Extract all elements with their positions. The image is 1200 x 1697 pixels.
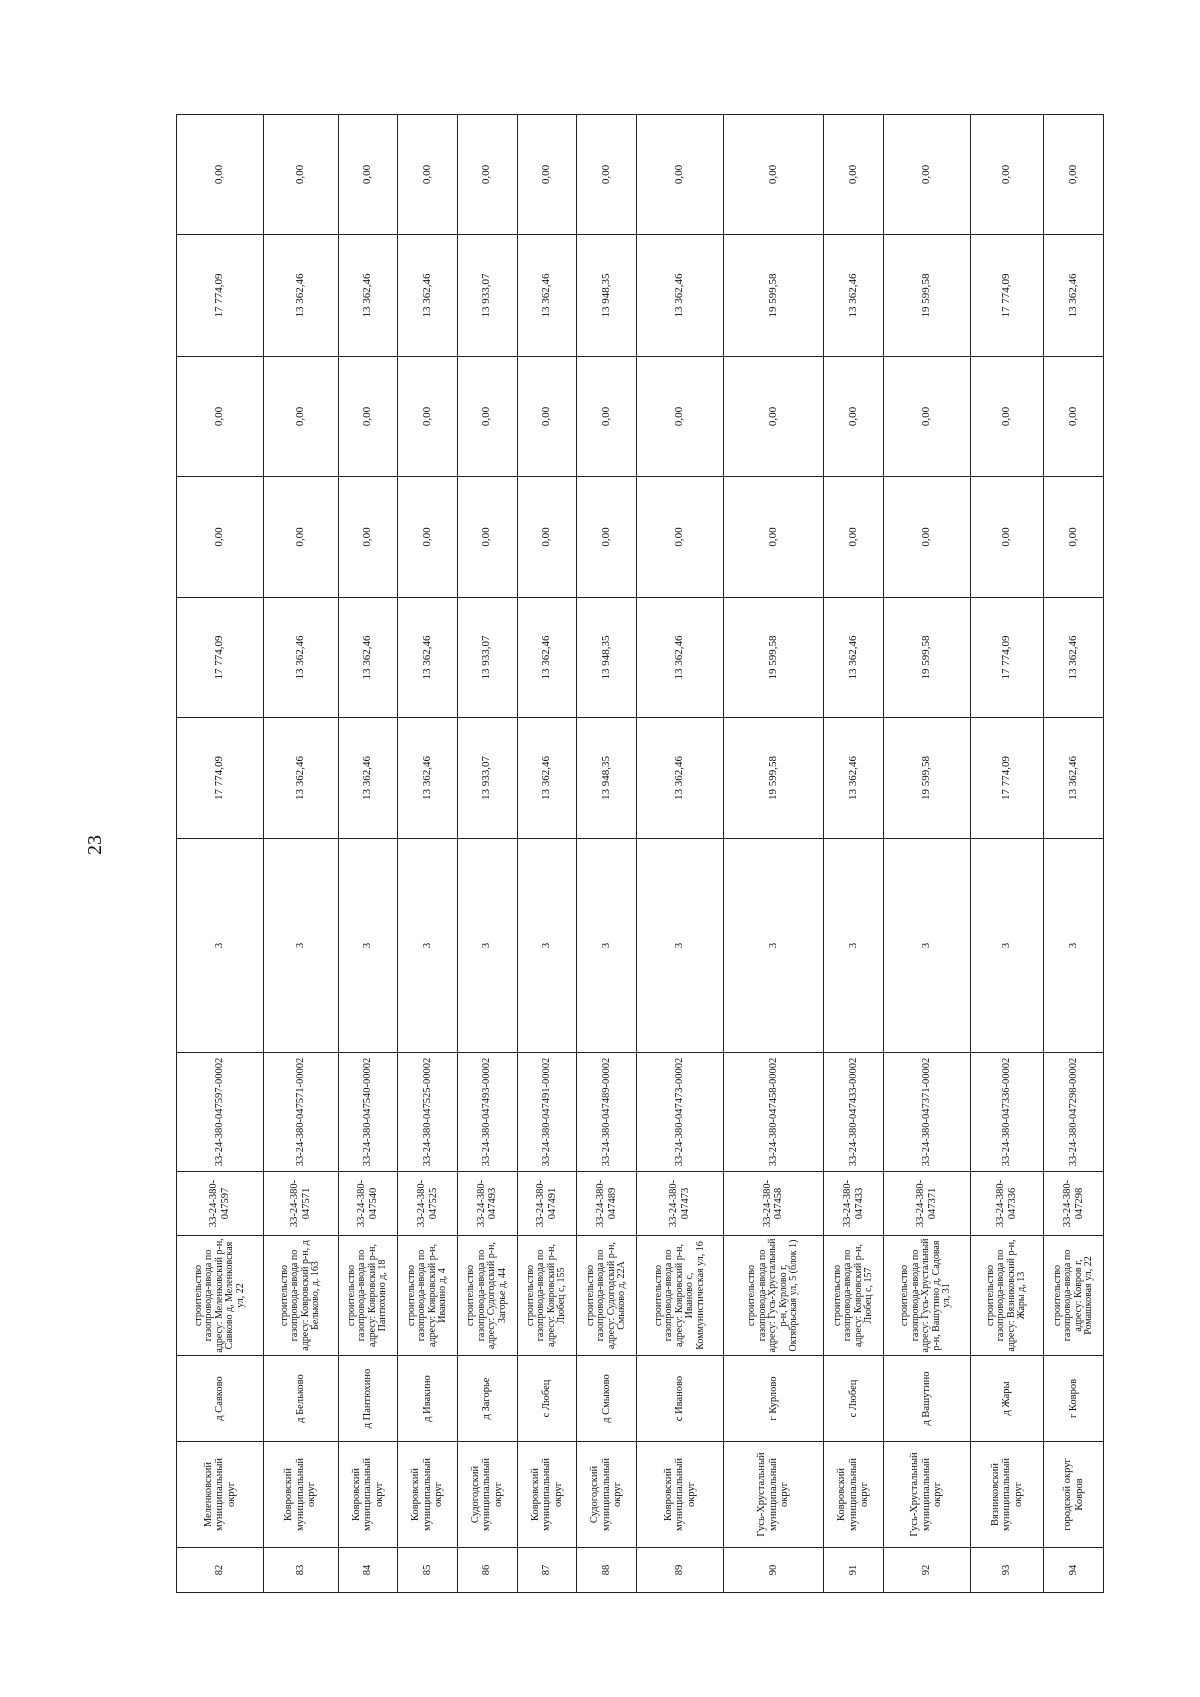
table-row <box>970 115 1044 1593</box>
locality-cell: г Ковров <box>1044 1356 1104 1442</box>
amount-cell: 13 362,46 <box>263 598 338 718</box>
row-number: 93 <box>970 1548 1044 1593</box>
amount-total-cell: 17 774,09 <box>177 718 264 839</box>
object-code-cell: 33-24-380-047433 <box>824 1172 884 1236</box>
amount-zero-cell-2: 0,00 <box>1044 357 1104 477</box>
district-cell: городской округ Ковров <box>1044 1442 1104 1548</box>
category-cell: 3 <box>577 839 637 1053</box>
amount-final-cell: 13 362,46 <box>263 235 338 357</box>
row-number: 91 <box>824 1548 884 1593</box>
amount-zero-cell: 0,00 <box>1044 477 1104 598</box>
object-code-cell: 33-24-380-047540 <box>338 1172 398 1236</box>
amount-final-cell: 13 362,46 <box>398 235 458 357</box>
amount-final-cell: 13 362,46 <box>636 235 723 357</box>
amount-remainder-cell: 0,00 <box>577 115 637 235</box>
register-table <box>176 114 1104 1593</box>
application-code-cell: 33-24-380-047489-00002 <box>577 1053 637 1172</box>
district-cell: Судогодский муниципальный округ <box>457 1442 517 1548</box>
category-cell: 3 <box>517 839 577 1053</box>
locality-cell: д Савково <box>177 1356 264 1442</box>
amount-final-cell: 13 362,46 <box>338 235 398 357</box>
table-row <box>723 115 824 1593</box>
object-code-cell: 33-24-380-047571 <box>263 1172 338 1236</box>
amount-remainder-cell: 0,00 <box>970 115 1044 235</box>
amount-total-cell: 13 362,46 <box>398 718 458 839</box>
amount-total-cell: 13 948,35 <box>577 718 637 839</box>
locality-cell: с Любец <box>517 1356 577 1442</box>
address-cell: строительство газопровода-ввода по адресу: Ковровский р-н, Ивакино д, 4 <box>398 1236 458 1356</box>
table-row <box>177 115 264 1593</box>
address-cell: строительство газопровода-ввода по адресу: Меленковский р-н, Савково д, Меленковская ул, 22 <box>177 1236 264 1356</box>
amount-zero-cell-2: 0,00 <box>457 357 517 477</box>
amount-zero-cell: 0,00 <box>577 477 637 598</box>
amount-cell: 13 362,46 <box>636 598 723 718</box>
district-cell: Меленковский муниципальный округ <box>177 1442 264 1548</box>
register-table-body <box>177 115 1104 1593</box>
amount-zero-cell-2: 0,00 <box>824 357 884 477</box>
table-row <box>263 115 338 1593</box>
amount-cell: 13 362,46 <box>338 598 398 718</box>
amount-remainder-cell: 0,00 <box>723 115 824 235</box>
page-number: 23 <box>84 835 106 855</box>
row-number: 83 <box>263 1548 338 1593</box>
amount-remainder-cell: 0,00 <box>883 115 970 235</box>
table-row <box>1044 115 1104 1593</box>
category-cell: 3 <box>723 839 824 1053</box>
amount-zero-cell-2: 0,00 <box>398 357 458 477</box>
amount-zero-cell: 0,00 <box>824 477 884 598</box>
object-code-cell: 33-24-380-047525 <box>398 1172 458 1236</box>
row-number: 92 <box>883 1548 970 1593</box>
address-cell: строительство газопровода-ввода по адресу: Гусь-Хрустальный р-н, Вашутино д, Садовая ул, 31 <box>883 1236 970 1356</box>
district-cell: Ковровский муниципальный округ <box>517 1442 577 1548</box>
object-code-cell: 33-24-380-047597 <box>177 1172 264 1236</box>
amount-final-cell: 19 599,58 <box>723 235 824 357</box>
amount-remainder-cell: 0,00 <box>1044 115 1104 235</box>
address-cell: строительство газопровода-ввода по адресу: Гусь-Хрустальный р-н, Курлово г, Октябрьская ул, 5 (блок 1) <box>723 1236 824 1356</box>
category-cell: 3 <box>398 839 458 1053</box>
locality-cell: д Вашутино <box>883 1356 970 1442</box>
amount-zero-cell-2: 0,00 <box>177 357 264 477</box>
amount-remainder-cell: 0,00 <box>177 115 264 235</box>
object-code-cell: 33-24-380-047458 <box>723 1172 824 1236</box>
district-cell: Гусь-Хрустальный муниципальный округ <box>883 1442 970 1548</box>
row-number: 85 <box>398 1548 458 1593</box>
amount-zero-cell: 0,00 <box>398 477 458 598</box>
amount-remainder-cell: 0,00 <box>398 115 458 235</box>
row-number: 84 <box>338 1548 398 1593</box>
amount-total-cell: 13 362,46 <box>636 718 723 839</box>
amount-final-cell: 13 948,35 <box>577 235 637 357</box>
application-code-cell: 33-24-380-047597-00002 <box>177 1053 264 1172</box>
amount-total-cell: 13 362,46 <box>263 718 338 839</box>
amount-final-cell: 19 599,58 <box>883 235 970 357</box>
district-cell: Вязниковский муниципальный округ <box>970 1442 1044 1548</box>
amount-remainder-cell: 0,00 <box>338 115 398 235</box>
category-cell: 3 <box>338 839 398 1053</box>
table-row <box>398 115 458 1593</box>
district-cell: Судогодский муниципальный округ <box>577 1442 637 1548</box>
amount-total-cell: 13 933,07 <box>457 718 517 839</box>
amount-zero-cell: 0,00 <box>338 477 398 598</box>
row-number: 87 <box>517 1548 577 1593</box>
application-code-cell: 33-24-380-047571-00002 <box>263 1053 338 1172</box>
table-row <box>636 115 723 1593</box>
category-cell: 3 <box>1044 839 1104 1053</box>
row-number: 89 <box>636 1548 723 1593</box>
application-code-cell: 33-24-380-047491-00002 <box>517 1053 577 1172</box>
address-cell: строительство газопровода-ввода по адресу: Ковровский р-н, Иваново с, Коммунистическая ул, 16 <box>636 1236 723 1356</box>
object-code-cell: 33-24-380-047371 <box>883 1172 970 1236</box>
amount-remainder-cell: 0,00 <box>457 115 517 235</box>
amount-zero-cell-2: 0,00 <box>338 357 398 477</box>
amount-final-cell: 13 362,46 <box>517 235 577 357</box>
amount-zero-cell: 0,00 <box>457 477 517 598</box>
locality-cell: д Жары <box>970 1356 1044 1442</box>
amount-remainder-cell: 0,00 <box>636 115 723 235</box>
object-code-cell: 33-24-380-047489 <box>577 1172 637 1236</box>
address-cell: строительство газопровода-ввода по адресу: Ковровский р-н, Любец с, 157 <box>824 1236 884 1356</box>
amount-zero-cell: 0,00 <box>517 477 577 598</box>
category-cell: 3 <box>883 839 970 1053</box>
locality-cell: д Бельково <box>263 1356 338 1442</box>
row-number: 88 <box>577 1548 637 1593</box>
amount-total-cell: 13 362,46 <box>824 718 884 839</box>
amount-zero-cell-2: 0,00 <box>636 357 723 477</box>
amount-cell: 13 933,07 <box>457 598 517 718</box>
category-cell: 3 <box>457 839 517 1053</box>
amount-final-cell: 13 362,46 <box>1044 235 1104 357</box>
application-code-cell: 33-24-380-047493-00002 <box>457 1053 517 1172</box>
amount-final-cell: 13 362,46 <box>824 235 884 357</box>
amount-zero-cell-2: 0,00 <box>263 357 338 477</box>
amount-zero-cell-2: 0,00 <box>970 357 1044 477</box>
application-code-cell: 33-24-380-047298-00002 <box>1044 1053 1104 1172</box>
table-row <box>883 115 970 1593</box>
row-number: 86 <box>457 1548 517 1593</box>
amount-cell: 13 362,46 <box>517 598 577 718</box>
scanned-table-frame <box>176 115 1104 1593</box>
district-cell: Гусь-Хрустальный муниципальный округ <box>723 1442 824 1548</box>
amount-zero-cell: 0,00 <box>723 477 824 598</box>
application-code-cell: 33-24-380-047433-00002 <box>824 1053 884 1172</box>
amount-total-cell: 13 362,46 <box>1044 718 1104 839</box>
category-cell: 3 <box>824 839 884 1053</box>
object-code-cell: 33-24-380-047298 <box>1044 1172 1104 1236</box>
locality-cell: с Иваново <box>636 1356 723 1442</box>
application-code-cell: 33-24-380-047458-00002 <box>723 1053 824 1172</box>
object-code-cell: 33-24-380-047493 <box>457 1172 517 1236</box>
category-cell: 3 <box>263 839 338 1053</box>
category-cell: 3 <box>636 839 723 1053</box>
table-row <box>338 115 398 1593</box>
amount-final-cell: 17 774,09 <box>177 235 264 357</box>
object-code-cell: 33-24-380-047473 <box>636 1172 723 1236</box>
row-number: 94 <box>1044 1548 1104 1593</box>
table-row <box>457 115 517 1593</box>
object-code-cell: 33-24-380-047491 <box>517 1172 577 1236</box>
district-cell: Ковровский муниципальный округ <box>263 1442 338 1548</box>
amount-remainder-cell: 0,00 <box>517 115 577 235</box>
amount-zero-cell: 0,00 <box>636 477 723 598</box>
amount-cell: 17 774,09 <box>970 598 1044 718</box>
amount-zero-cell: 0,00 <box>883 477 970 598</box>
application-code-cell: 33-24-380-047540-00002 <box>338 1053 398 1172</box>
table-row <box>577 115 637 1593</box>
amount-cell: 19 599,58 <box>723 598 824 718</box>
application-code-cell: 33-24-380-047371-00002 <box>883 1053 970 1172</box>
amount-cell: 13 362,46 <box>398 598 458 718</box>
amount-zero-cell: 0,00 <box>263 477 338 598</box>
locality-cell: д Пантюхино <box>338 1356 398 1442</box>
district-cell: Ковровский муниципальный округ <box>398 1442 458 1548</box>
amount-total-cell: 19 599,58 <box>883 718 970 839</box>
address-cell: строительство газопровода-ввода по адресу: Ковровский р-н, Любец с, 155 <box>517 1236 577 1356</box>
address-cell: строительство газопровода-ввода по адресу: Ковров г, Ромашковая ул, 22 <box>1044 1236 1104 1356</box>
object-code-cell: 33-24-380-047336 <box>970 1172 1044 1236</box>
application-code-cell: 33-24-380-047473-00002 <box>636 1053 723 1172</box>
district-cell: Ковровский муниципальный округ <box>824 1442 884 1548</box>
amount-final-cell: 17 774,09 <box>970 235 1044 357</box>
address-cell: строительство газопровода-ввода по адресу: Ковровский р-н, д Бельково, д. 163 <box>263 1236 338 1356</box>
amount-final-cell: 13 933,07 <box>457 235 517 357</box>
locality-cell: с Любец <box>824 1356 884 1442</box>
row-number: 90 <box>723 1548 824 1593</box>
amount-cell: 17 774,09 <box>177 598 264 718</box>
amount-cell: 13 362,46 <box>1044 598 1104 718</box>
amount-remainder-cell: 0,00 <box>824 115 884 235</box>
locality-cell: г Курлово <box>723 1356 824 1442</box>
amount-zero-cell: 0,00 <box>177 477 264 598</box>
address-cell: строительство газопровода-ввода по адресу: Ковровский р-н, Пантюхино д, 18 <box>338 1236 398 1356</box>
amount-cell: 13 362,46 <box>824 598 884 718</box>
application-code-cell: 33-24-380-047525-00002 <box>398 1053 458 1172</box>
application-code-cell: 33-24-380-047336-00002 <box>970 1053 1044 1172</box>
amount-total-cell: 17 774,09 <box>970 718 1044 839</box>
amount-cell: 19 599,58 <box>883 598 970 718</box>
table-row <box>824 115 884 1593</box>
amount-zero-cell-2: 0,00 <box>517 357 577 477</box>
amount-remainder-cell: 0,00 <box>263 115 338 235</box>
table-row <box>517 115 577 1593</box>
amount-zero-cell-2: 0,00 <box>723 357 824 477</box>
amount-total-cell: 13 362,46 <box>517 718 577 839</box>
address-cell: строительство газопровода-ввода по адресу: Судогодский р-н, Загорье д, 44 <box>457 1236 517 1356</box>
locality-cell: д Ивакино <box>398 1356 458 1442</box>
category-cell: 3 <box>970 839 1044 1053</box>
row-number: 82 <box>177 1548 264 1593</box>
amount-total-cell: 19 599,58 <box>723 718 824 839</box>
amount-zero-cell-2: 0,00 <box>883 357 970 477</box>
district-cell: Ковровский муниципальный округ <box>338 1442 398 1548</box>
amount-zero-cell: 0,00 <box>970 477 1044 598</box>
category-cell: 3 <box>177 839 264 1053</box>
address-cell: строительство газопровода-ввода по адресу: Судогодский р-н, Смыково д, 22А <box>577 1236 637 1356</box>
amount-total-cell: 13 362,46 <box>338 718 398 839</box>
locality-cell: д Смыково <box>577 1356 637 1442</box>
district-cell: Ковровский муниципальный округ <box>636 1442 723 1548</box>
amount-cell: 13 948,35 <box>577 598 637 718</box>
address-cell: строительство газопровода-ввода по адресу: Вязниковский р-н, Жары д, 13 <box>970 1236 1044 1356</box>
amount-zero-cell-2: 0,00 <box>577 357 637 477</box>
locality-cell: д Загорье <box>457 1356 517 1442</box>
rotated-table-wrapper <box>176 115 1104 1593</box>
